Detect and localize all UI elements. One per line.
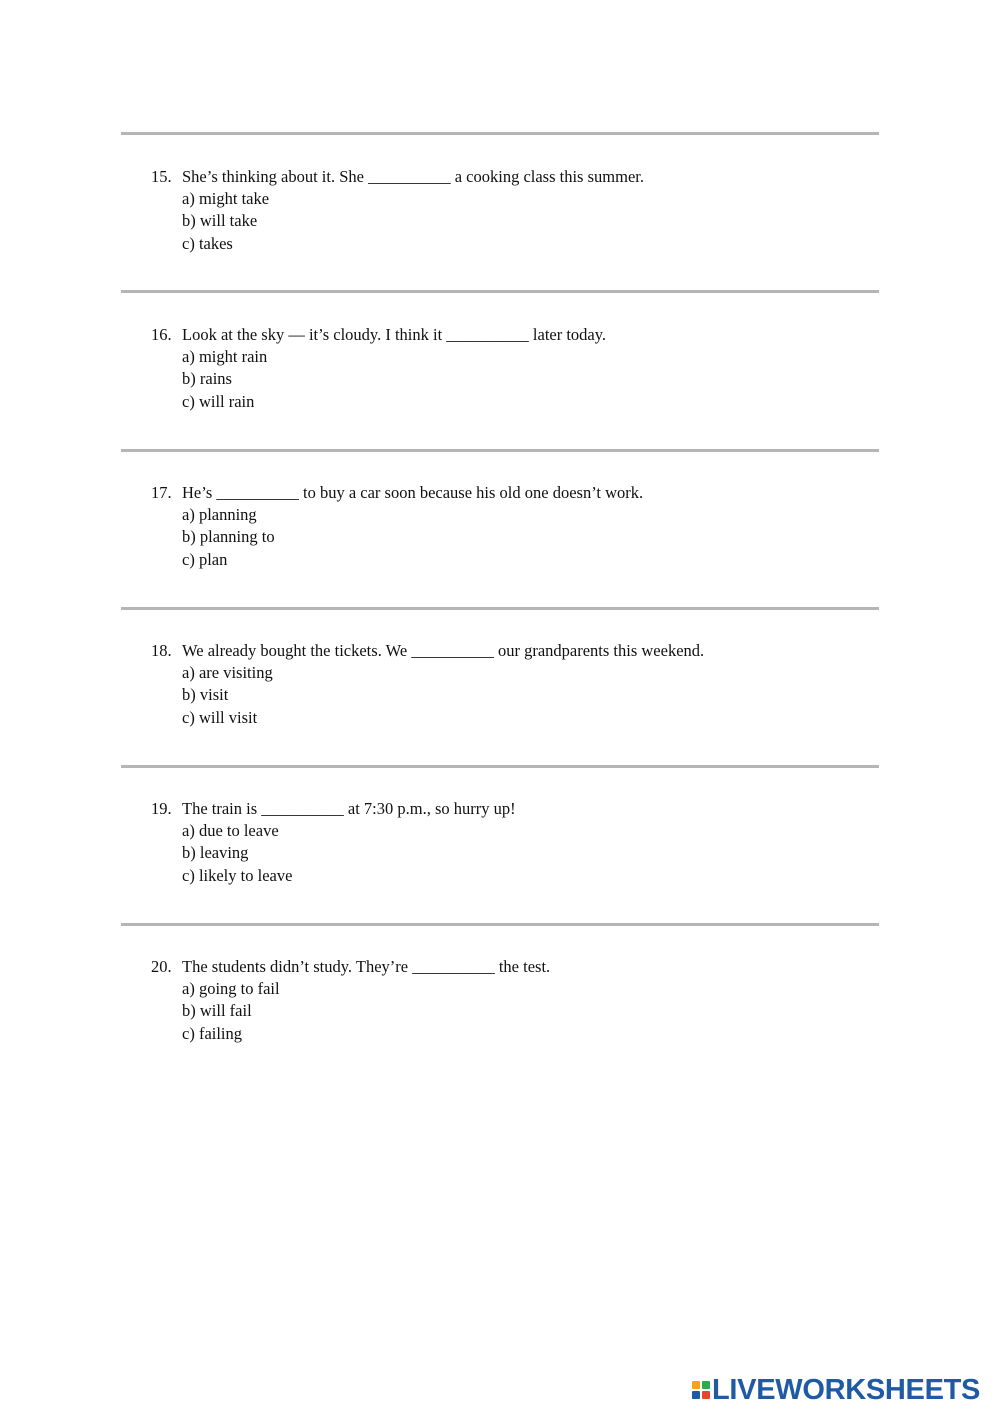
answer-options	[151, 504, 871, 571]
answer-option[interactable]: b) will fail	[182, 1001, 252, 1021]
question-17	[151, 482, 871, 571]
question-stem	[151, 324, 871, 346]
logo-grid-icon	[692, 1381, 710, 1399]
answer-option[interactable]: c) failing	[182, 1023, 243, 1043]
answer-option[interactable]: c) plan	[182, 549, 228, 569]
answer-option[interactable]: b) planning to	[182, 527, 275, 547]
answer-options	[151, 820, 871, 887]
answer-option[interactable]: b) visit	[182, 685, 229, 705]
logo-text: LIVEWORKSHEETS	[712, 1374, 981, 1406]
question-number: 17.	[151, 483, 172, 502]
question-text: We already bought the tickets. We __________ our grandparents this weekend.	[182, 641, 705, 660]
separator-rule	[121, 290, 879, 293]
answer-option[interactable]: a) might take	[182, 189, 270, 209]
logo-square-icon	[692, 1381, 700, 1389]
separator-rule	[121, 765, 879, 768]
answer-option[interactable]: a) planning	[182, 505, 257, 525]
separator-rule	[121, 923, 879, 926]
question-15	[151, 166, 871, 255]
logo-square-icon	[702, 1381, 710, 1389]
answer-options	[151, 662, 871, 729]
question-number: 18.	[151, 641, 172, 660]
answer-option[interactable]: a) going to fail	[182, 979, 280, 999]
question-number: 19.	[151, 799, 172, 818]
separator-rule	[121, 449, 879, 452]
question-number: 20.	[151, 957, 172, 976]
question-20	[151, 956, 871, 1045]
question-text: The students didn’t study. They’re __________ the test.	[182, 957, 551, 976]
question-16	[151, 324, 871, 413]
separator-rule	[121, 132, 879, 135]
answer-option[interactable]: c) likely to leave	[182, 865, 293, 885]
answer-option[interactable]: a) due to leave	[182, 821, 279, 841]
answer-option[interactable]: b) rains	[182, 369, 232, 389]
question-stem	[151, 798, 871, 820]
question-number: 16.	[151, 325, 172, 344]
question-text: He’s __________ to buy a car soon because his old one doesn’t work.	[182, 483, 644, 502]
question-stem	[151, 640, 871, 662]
answer-options	[151, 188, 871, 255]
logo-square-icon	[702, 1391, 710, 1399]
separator-rule	[121, 607, 879, 610]
answer-option[interactable]: c) takes	[182, 233, 233, 253]
answer-options	[151, 346, 871, 413]
answer-option[interactable]: b) leaving	[182, 843, 249, 863]
question-stem	[151, 956, 871, 978]
question-stem	[151, 166, 871, 188]
question-18	[151, 640, 871, 729]
question-19	[151, 798, 871, 887]
liveworksheets-logo[interactable]	[692, 1373, 980, 1407]
answer-option[interactable]: b) will take	[182, 211, 258, 231]
answer-option[interactable]: a) might rain	[182, 347, 268, 367]
question-number: 15.	[151, 167, 172, 186]
answer-option[interactable]: c) will rain	[182, 391, 255, 411]
question-text: The train is __________ at 7:30 p.m., so hurry up!	[182, 799, 516, 818]
question-text: Look at the sky — it’s cloudy. I think it __________ later today.	[182, 325, 607, 344]
question-text: She’s thinking about it. She __________ a cooking class this summer.	[182, 167, 644, 186]
logo-square-icon	[692, 1391, 700, 1399]
answer-option[interactable]: a) are visiting	[182, 663, 273, 683]
answer-options	[151, 978, 871, 1045]
question-stem	[151, 482, 871, 504]
answer-option[interactable]: c) will visit	[182, 707, 258, 727]
